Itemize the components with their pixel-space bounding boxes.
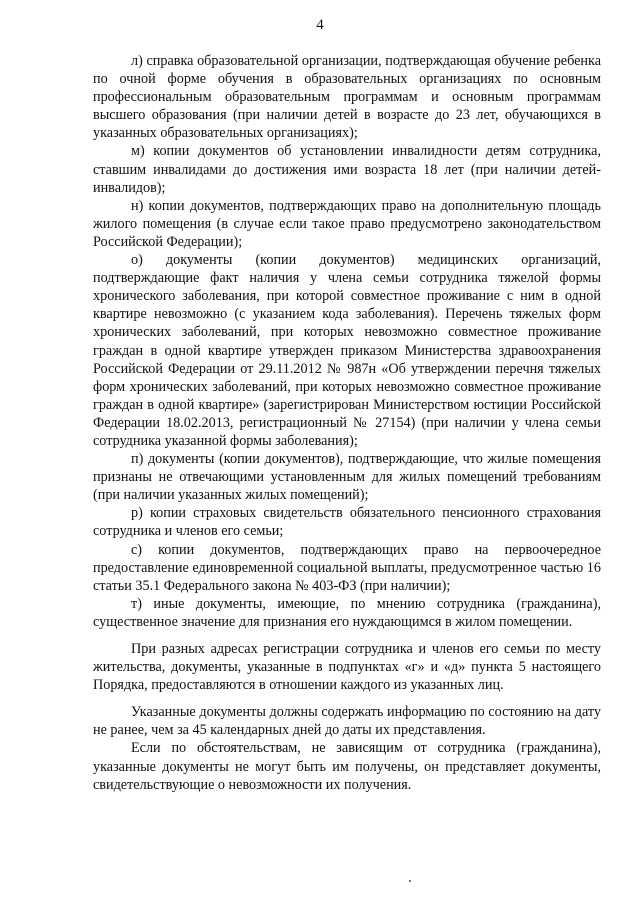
paragraph-impossibility: Если по обстоятельствам, не зависящим от сотрудника (гражданина), указанные документы не могут быть им получены, он представляет документы, свидетельствующие о невозможности их получения. — [93, 740, 601, 793]
paragraph-registration-addresses: При разных адресах регистрации сотрудника и членов его семьи по месту жительства, документы, указанные в подпунктах «г» и «д» пункта 5 настоящего Порядка, предоставляются в отношении каждого из указанных лиц. — [93, 641, 601, 694]
scan-speck — [409, 880, 411, 882]
paragraph-m: м) копии документов об установлении инвалидности детям сотрудника, ставшим инвалидами до достижения ими возраста 18 лет (при наличии детей-инвалидов); — [93, 143, 601, 196]
paragraph-r: р) копии страховых свидетельств обязательного пенсионного страхования сотрудника и членов его семьи; — [93, 505, 601, 540]
paragraph-o: о) документы (копии документов) медицинских организаций, подтверждающие факт наличия у члена семьи сотрудника тяжелой формы хронического заболевания, при которой совместное проживание с ним в одной квартире невозможно (с указанием кода заболевания). Перечень тяжелых форм хронических заболеваний, при которых невозможно совместное проживание граждан в одной квартире утвержден приказом Министерства здравоохранения Российской Федерации от 29.11.2012 № 987н «Об утверждении перечня тяжелых форм хронических заболеваний, при которых невозможно совместное проживание граждан в одной квартире» (зарегистрирован Министерством юстиции Российской Федерации 18.02.2013, регистрационный № 27154) (при наличии у члена семьи сотрудника указанной формы заболевания); — [93, 252, 601, 449]
paragraph-s: с) копии документов, подтверждающих право на первоочередное предоставление единовременной социальной выплаты, предусмотренное частью 16 статьи 35.1 Федерального закона № 403-ФЗ (при наличии); — [93, 541, 601, 594]
paragraph-documents-date: Указанные документы должны содержать информацию по состоянию на дату не ранее, чем за 45 календарных дней до даты их представления. — [93, 704, 601, 739]
page-number: 4 — [316, 17, 324, 33]
paragraph-p: п) документы (копии документов), подтверждающие, что жилые помещения признаны не отвечающими установленным для жилых помещений требованиям (при наличии указанных жилых помещений); — [93, 451, 601, 504]
paragraph-n: н) копии документов, подтверждающих право на дополнительную площадь жилого помещения (в случае если такое право предусмотрено законодательством Российской Федерации); — [93, 197, 601, 250]
paragraph-t: т) иные документы, имеющие, по мнению сотрудника (гражданина), существенное значение для признания его нуждающимся в жилом помещении. — [93, 595, 601, 630]
paragraph-l: л) справка образовательной организации, подтверждающая обучение ребенка по очной форме обучения в образовательных организациях по основным профессиональным образовательным программам и основным программам высшего образования (при наличии детей в возрасте до 23 лет, обучающихся в указанных образовательных организациях); — [93, 53, 601, 142]
document-body — [93, 52, 601, 794]
